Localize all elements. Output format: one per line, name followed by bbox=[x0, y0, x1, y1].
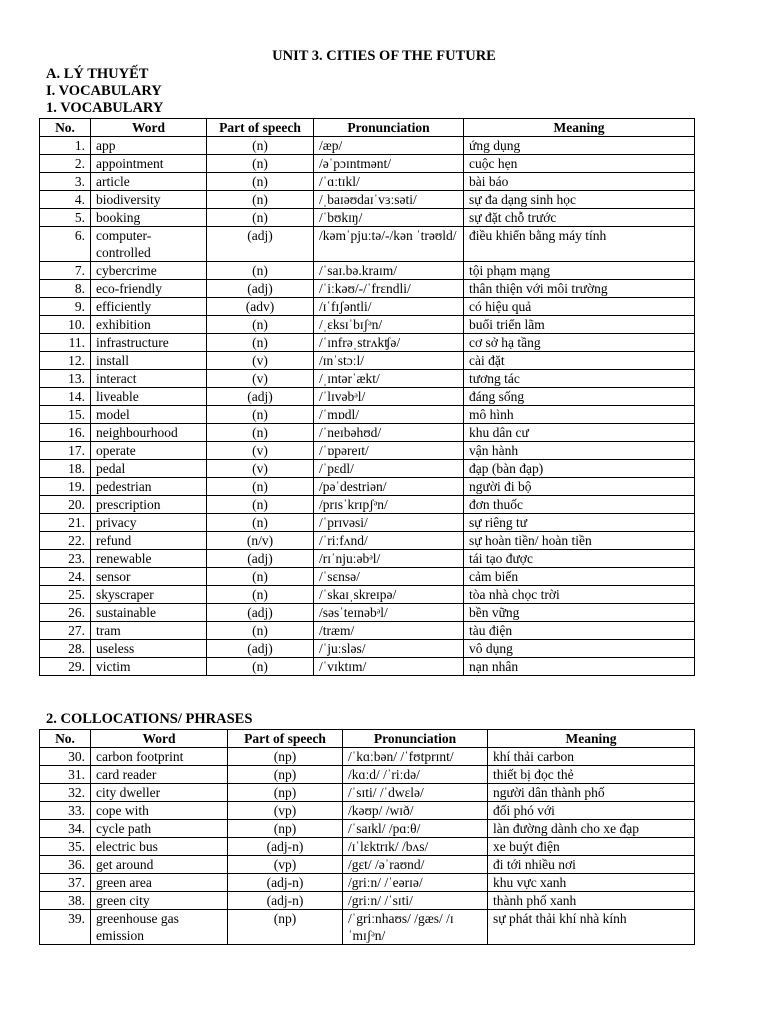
row-number: 29. bbox=[40, 658, 91, 676]
row-word: model bbox=[91, 406, 207, 424]
row-word: exhibition bbox=[91, 316, 207, 334]
row-pronunciation: /kəmˈpjuːtə/-/kən ˈtrəʊld/ bbox=[314, 227, 464, 262]
table-row bbox=[40, 784, 695, 802]
row-pronunciation: /ˈsaɪ.bə.kraɪm/ bbox=[314, 262, 464, 280]
table-row bbox=[40, 262, 695, 280]
row-word: operate bbox=[91, 442, 207, 460]
row-meaning: ứng dụng bbox=[464, 137, 695, 155]
row-meaning: sự hoàn tiền/ hoàn tiền bbox=[464, 532, 695, 550]
table-row bbox=[40, 406, 695, 424]
row-number: 5. bbox=[40, 209, 91, 227]
row-meaning: làn đường dành cho xe đạp bbox=[488, 820, 695, 838]
row-word: useless bbox=[91, 640, 207, 658]
row-word: interact bbox=[91, 370, 207, 388]
row-number: 9. bbox=[40, 298, 91, 316]
table-row bbox=[40, 874, 695, 892]
row-meaning: tòa nhà chọc trời bbox=[464, 586, 695, 604]
row-part-of-speech: (n) bbox=[207, 586, 314, 604]
row-word: eco-friendly bbox=[91, 280, 207, 298]
row-meaning: người dân thành phố bbox=[488, 784, 695, 802]
row-part-of-speech: (n) bbox=[207, 658, 314, 676]
row-pronunciation: /ˌɪntərˈækt/ bbox=[314, 370, 464, 388]
row-pronunciation: /ˈkɑːbən/ /ˈfʊtprɪnt/ bbox=[343, 748, 488, 766]
row-word: pedal bbox=[91, 460, 207, 478]
row-word: privacy bbox=[91, 514, 207, 532]
row-number: 6. bbox=[40, 227, 91, 262]
table-row bbox=[40, 496, 695, 514]
row-part-of-speech: (v) bbox=[207, 442, 314, 460]
row-pronunciation: /əˈpɔɪntmənt/ bbox=[314, 155, 464, 173]
row-number: 33. bbox=[40, 802, 91, 820]
row-word: efficiently bbox=[91, 298, 207, 316]
table-row bbox=[40, 227, 695, 262]
row-meaning: khu dân cư bbox=[464, 424, 695, 442]
table-row bbox=[40, 352, 695, 370]
table-row bbox=[40, 802, 695, 820]
row-pronunciation: /pəˈdestriən/ bbox=[314, 478, 464, 496]
table-row bbox=[40, 316, 695, 334]
row-meaning: cơ sở hạ tầng bbox=[464, 334, 695, 352]
table-row bbox=[40, 766, 695, 784]
row-number: 20. bbox=[40, 496, 91, 514]
table-row bbox=[40, 298, 695, 316]
row-part-of-speech: (n) bbox=[207, 334, 314, 352]
row-meaning: bền vững bbox=[464, 604, 695, 622]
row-word: install bbox=[91, 352, 207, 370]
row-word: carbon footprint bbox=[91, 748, 228, 766]
header-meaning: Meaning bbox=[488, 730, 695, 748]
table-row bbox=[40, 532, 695, 550]
table-row bbox=[40, 658, 695, 676]
row-meaning: người đi bộ bbox=[464, 478, 695, 496]
row-word: infrastructure bbox=[91, 334, 207, 352]
row-part-of-speech: (v) bbox=[207, 370, 314, 388]
row-pronunciation: /səsˈteɪnəbᵊl/ bbox=[314, 604, 464, 622]
table-row bbox=[40, 892, 695, 910]
row-meaning: sự phát thải khí nhà kính bbox=[488, 910, 695, 945]
row-pronunciation: /ˈjuːsləs/ bbox=[314, 640, 464, 658]
row-number: 22. bbox=[40, 532, 91, 550]
row-part-of-speech: (adj) bbox=[207, 604, 314, 622]
table-row bbox=[40, 748, 695, 766]
row-part-of-speech: (adv) bbox=[207, 298, 314, 316]
row-word: neighbourhood bbox=[91, 424, 207, 442]
row-meaning: thiết bị đọc thẻ bbox=[488, 766, 695, 784]
row-part-of-speech: (vp) bbox=[228, 802, 343, 820]
row-meaning: vô dụng bbox=[464, 640, 695, 658]
row-pronunciation: /griːn/ /ˈsɪti/ bbox=[343, 892, 488, 910]
row-number: 23. bbox=[40, 550, 91, 568]
header-meaning: Meaning bbox=[464, 119, 695, 137]
row-number: 37. bbox=[40, 874, 91, 892]
row-number: 4. bbox=[40, 191, 91, 209]
table-row bbox=[40, 586, 695, 604]
row-part-of-speech: (adj) bbox=[207, 640, 314, 658]
row-word: article bbox=[91, 173, 207, 191]
header-word: Word bbox=[91, 730, 228, 748]
row-word: cycle path bbox=[91, 820, 228, 838]
row-pronunciation: /æp/ bbox=[314, 137, 464, 155]
row-number: 30. bbox=[40, 748, 91, 766]
row-pronunciation: /ɪˈlɛktrɪk/ /bʌs/ bbox=[343, 838, 488, 856]
row-part-of-speech: (np) bbox=[228, 910, 343, 945]
vocabulary-table bbox=[39, 118, 695, 676]
row-part-of-speech: (n) bbox=[207, 406, 314, 424]
row-number: 26. bbox=[40, 604, 91, 622]
row-meaning: xe buýt điện bbox=[488, 838, 695, 856]
row-word: greenhouse gas emission bbox=[91, 910, 228, 945]
row-part-of-speech: (n) bbox=[207, 191, 314, 209]
row-word: electric bus bbox=[91, 838, 228, 856]
row-pronunciation: /ˈbʊkɪŋ/ bbox=[314, 209, 464, 227]
row-meaning: thành phố xanh bbox=[488, 892, 695, 910]
row-number: 17. bbox=[40, 442, 91, 460]
row-pronunciation: /træm/ bbox=[314, 622, 464, 640]
row-word: liveable bbox=[91, 388, 207, 406]
row-part-of-speech: (np) bbox=[228, 820, 343, 838]
row-number: 12. bbox=[40, 352, 91, 370]
row-meaning: tương tác bbox=[464, 370, 695, 388]
row-part-of-speech: (n) bbox=[207, 496, 314, 514]
header-no: No. bbox=[40, 119, 91, 137]
row-word: victim bbox=[91, 658, 207, 676]
row-number: 39. bbox=[40, 910, 91, 945]
row-number: 13. bbox=[40, 370, 91, 388]
row-pronunciation: /ˈmɒdl/ bbox=[314, 406, 464, 424]
row-number: 15. bbox=[40, 406, 91, 424]
table-row bbox=[40, 137, 695, 155]
table-row bbox=[40, 388, 695, 406]
row-part-of-speech: (n) bbox=[207, 514, 314, 532]
row-pronunciation: /kəʊp/ /wɪð/ bbox=[343, 802, 488, 820]
row-part-of-speech: (n) bbox=[207, 316, 314, 334]
row-number: 16. bbox=[40, 424, 91, 442]
row-part-of-speech: (adj) bbox=[207, 280, 314, 298]
row-pronunciation: /ˈpɛdl/ bbox=[314, 460, 464, 478]
row-word: app bbox=[91, 137, 207, 155]
row-pronunciation: /ˈvɪktɪm/ bbox=[314, 658, 464, 676]
row-number: 32. bbox=[40, 784, 91, 802]
row-word: appointment bbox=[91, 155, 207, 173]
row-pronunciation: /ˈɪnfrəˌstrʌkʧə/ bbox=[314, 334, 464, 352]
table-row bbox=[40, 209, 695, 227]
table-row bbox=[40, 550, 695, 568]
row-pronunciation: /gɛt/ /əˈraʊnd/ bbox=[343, 856, 488, 874]
row-part-of-speech: (adj-n) bbox=[228, 892, 343, 910]
table-row bbox=[40, 280, 695, 298]
row-pronunciation: /ˈprɪvəsi/ bbox=[314, 514, 464, 532]
header-no: No. bbox=[40, 730, 91, 748]
row-word: cybercrime bbox=[91, 262, 207, 280]
row-pronunciation: /ˈiːkəʊ/-/ˈfrɛndli/ bbox=[314, 280, 464, 298]
row-meaning: tái tạo được bbox=[464, 550, 695, 568]
row-number: 27. bbox=[40, 622, 91, 640]
row-word: city dweller bbox=[91, 784, 228, 802]
row-meaning: tội phạm mạng bbox=[464, 262, 695, 280]
row-pronunciation: /ˈriːfʌnd/ bbox=[314, 532, 464, 550]
table-row bbox=[40, 622, 695, 640]
row-part-of-speech: (v) bbox=[207, 352, 314, 370]
header-word: Word bbox=[91, 119, 207, 137]
row-part-of-speech: (n/v) bbox=[207, 532, 314, 550]
row-pronunciation: /ˈgriːnhaʊs/ /gæs/ /ɪˈmɪʃᵊn/ bbox=[343, 910, 488, 945]
row-meaning: sự riêng tư bbox=[464, 514, 695, 532]
row-meaning: mô hình bbox=[464, 406, 695, 424]
row-word: sustainable bbox=[91, 604, 207, 622]
row-number: 7. bbox=[40, 262, 91, 280]
row-part-of-speech: (adj-n) bbox=[228, 838, 343, 856]
row-number: 25. bbox=[40, 586, 91, 604]
row-part-of-speech: (n) bbox=[207, 137, 314, 155]
row-part-of-speech: (np) bbox=[228, 748, 343, 766]
row-pronunciation: /ˈɑːtɪkl/ bbox=[314, 173, 464, 191]
row-number: 35. bbox=[40, 838, 91, 856]
row-meaning: cài đặt bbox=[464, 352, 695, 370]
header-part-of-speech: Part of speech bbox=[207, 119, 314, 137]
row-meaning: cuộc hẹn bbox=[464, 155, 695, 173]
row-number: 21. bbox=[40, 514, 91, 532]
row-number: 34. bbox=[40, 820, 91, 838]
row-pronunciation: /ˈɒpəreɪt/ bbox=[314, 442, 464, 460]
row-pronunciation: /ɪˈfɪʃəntli/ bbox=[314, 298, 464, 316]
row-meaning: khu vực xanh bbox=[488, 874, 695, 892]
header-pronunciation: Pronunciation bbox=[343, 730, 488, 748]
row-part-of-speech: (n) bbox=[207, 424, 314, 442]
row-part-of-speech: (n) bbox=[207, 209, 314, 227]
table-row bbox=[40, 910, 695, 945]
row-pronunciation: /kɑːd/ /ˈriːdə/ bbox=[343, 766, 488, 784]
row-pronunciation: /prɪsˈkrɪpʃᵊn/ bbox=[314, 496, 464, 514]
table-row bbox=[40, 424, 695, 442]
row-meaning: nạn nhân bbox=[464, 658, 695, 676]
table-row bbox=[40, 820, 695, 838]
table-row bbox=[40, 334, 695, 352]
row-word: renewable bbox=[91, 550, 207, 568]
row-meaning: buổi triển lãm bbox=[464, 316, 695, 334]
section-i-heading: I. VOCABULARY bbox=[46, 83, 162, 99]
row-word: skyscraper bbox=[91, 586, 207, 604]
table-row bbox=[40, 838, 695, 856]
row-number: 38. bbox=[40, 892, 91, 910]
row-pronunciation: /ˈneɪbəhʊd/ bbox=[314, 424, 464, 442]
row-number: 2. bbox=[40, 155, 91, 173]
row-number: 8. bbox=[40, 280, 91, 298]
row-meaning: đáng sống bbox=[464, 388, 695, 406]
row-number: 18. bbox=[40, 460, 91, 478]
row-word: tram bbox=[91, 622, 207, 640]
table-header-row bbox=[40, 730, 695, 748]
row-part-of-speech: (n) bbox=[207, 173, 314, 191]
table-row bbox=[40, 155, 695, 173]
row-meaning: tàu điện bbox=[464, 622, 695, 640]
row-number: 24. bbox=[40, 568, 91, 586]
row-pronunciation: /ˈlɪvəbᵊl/ bbox=[314, 388, 464, 406]
row-number: 1. bbox=[40, 137, 91, 155]
row-part-of-speech: (np) bbox=[228, 766, 343, 784]
row-meaning: đi tới nhiều nơi bbox=[488, 856, 695, 874]
row-pronunciation: /ˌbaɪəʊdaɪˈvɜːsəti/ bbox=[314, 191, 464, 209]
table-row bbox=[40, 604, 695, 622]
row-number: 14. bbox=[40, 388, 91, 406]
page-title: UNIT 3. CITIES OF THE FUTURE bbox=[272, 48, 496, 64]
row-meaning: vận hành bbox=[464, 442, 695, 460]
section-1-heading: 1. VOCABULARY bbox=[46, 100, 164, 116]
row-word: refund bbox=[91, 532, 207, 550]
row-meaning: đạp (bàn đạp) bbox=[464, 460, 695, 478]
table-row bbox=[40, 370, 695, 388]
row-part-of-speech: (adj) bbox=[207, 388, 314, 406]
row-word: card reader bbox=[91, 766, 228, 784]
row-meaning: bài báo bbox=[464, 173, 695, 191]
row-number: 10. bbox=[40, 316, 91, 334]
row-pronunciation: /ˈskaɪˌskreɪpə/ bbox=[314, 586, 464, 604]
row-word: computer-controlled bbox=[91, 227, 207, 262]
row-pronunciation: /rɪˈnjuːəbᵊl/ bbox=[314, 550, 464, 568]
row-meaning: đơn thuốc bbox=[464, 496, 695, 514]
section-a-heading: A. LÝ THUYẾT bbox=[46, 66, 149, 82]
row-word: green city bbox=[91, 892, 228, 910]
row-part-of-speech: (v) bbox=[207, 460, 314, 478]
table-row bbox=[40, 514, 695, 532]
section-2-heading: 2. COLLOCATIONS/ PHRASES bbox=[46, 711, 253, 727]
table-row bbox=[40, 856, 695, 874]
row-meaning: đối phó với bbox=[488, 802, 695, 820]
row-part-of-speech: (vp) bbox=[228, 856, 343, 874]
row-pronunciation: /ˈsaɪkl/ /pɑːθ/ bbox=[343, 820, 488, 838]
row-meaning: điều khiển bằng máy tính bbox=[464, 227, 695, 262]
table-row bbox=[40, 442, 695, 460]
row-part-of-speech: (n) bbox=[207, 478, 314, 496]
table-row bbox=[40, 460, 695, 478]
row-number: 31. bbox=[40, 766, 91, 784]
row-number: 11. bbox=[40, 334, 91, 352]
row-meaning: có hiệu quả bbox=[464, 298, 695, 316]
row-pronunciation: /ɪnˈstɔːl/ bbox=[314, 352, 464, 370]
row-pronunciation: /ˈsɪti/ /ˈdwɛlə/ bbox=[343, 784, 488, 802]
row-meaning: cảm biến bbox=[464, 568, 695, 586]
row-part-of-speech: (n) bbox=[207, 262, 314, 280]
row-part-of-speech: (adj) bbox=[207, 550, 314, 568]
row-word: green area bbox=[91, 874, 228, 892]
row-word: prescription bbox=[91, 496, 207, 514]
row-word: get around bbox=[91, 856, 228, 874]
row-pronunciation: /griːn/ /ˈeərɪə/ bbox=[343, 874, 488, 892]
row-part-of-speech: (n) bbox=[207, 622, 314, 640]
table-row bbox=[40, 568, 695, 586]
header-pronunciation: Pronunciation bbox=[314, 119, 464, 137]
row-part-of-speech: (n) bbox=[207, 568, 314, 586]
table-row bbox=[40, 173, 695, 191]
row-word: cope with bbox=[91, 802, 228, 820]
row-word: pedestrian bbox=[91, 478, 207, 496]
row-meaning: khí thải carbon bbox=[488, 748, 695, 766]
header-part-of-speech: Part of speech bbox=[228, 730, 343, 748]
row-pronunciation: /ˈsɛnsə/ bbox=[314, 568, 464, 586]
row-part-of-speech: (adj) bbox=[207, 227, 314, 262]
row-word: sensor bbox=[91, 568, 207, 586]
row-number: 28. bbox=[40, 640, 91, 658]
row-word: biodiversity bbox=[91, 191, 207, 209]
collocations-table bbox=[39, 729, 695, 945]
table-row bbox=[40, 478, 695, 496]
row-meaning: sự đặt chỗ trước bbox=[464, 209, 695, 227]
row-number: 36. bbox=[40, 856, 91, 874]
row-part-of-speech: (np) bbox=[228, 784, 343, 802]
row-number: 19. bbox=[40, 478, 91, 496]
row-part-of-speech: (adj-n) bbox=[228, 874, 343, 892]
row-part-of-speech: (n) bbox=[207, 155, 314, 173]
row-word: booking bbox=[91, 209, 207, 227]
row-pronunciation: /ˌɛksɪˈbɪʃᵊn/ bbox=[314, 316, 464, 334]
table-header-row bbox=[40, 119, 695, 137]
row-meaning: thân thiện với môi trường bbox=[464, 280, 695, 298]
row-number: 3. bbox=[40, 173, 91, 191]
row-meaning: sự đa dạng sinh học bbox=[464, 191, 695, 209]
table-row bbox=[40, 191, 695, 209]
table-row bbox=[40, 640, 695, 658]
